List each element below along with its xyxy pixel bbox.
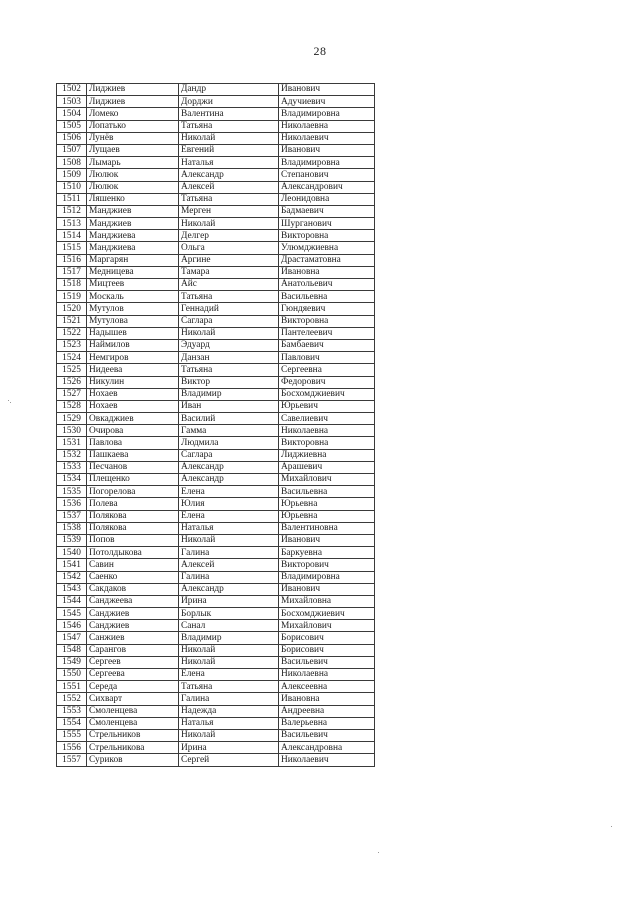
patronymic-cell: Адучиевич xyxy=(279,96,375,108)
row-number-cell: 1526 xyxy=(57,376,87,388)
last-name-cell: Манджиева xyxy=(87,242,179,254)
first-name-cell: Саглара xyxy=(179,315,279,327)
patronymic-cell: Степанович xyxy=(279,169,375,181)
row-number-cell: 1525 xyxy=(57,364,87,376)
first-name-cell: Александр xyxy=(179,169,279,181)
last-name-cell: Савин xyxy=(87,559,179,571)
first-name-cell: Наталья xyxy=(179,717,279,729)
last-name-cell: Полева xyxy=(87,498,179,510)
row-number-cell: 1524 xyxy=(57,352,87,364)
table-row xyxy=(57,388,375,400)
table-row xyxy=(57,376,375,388)
row-number-cell: 1545 xyxy=(57,608,87,620)
table-row xyxy=(57,742,375,754)
row-number-cell: 1519 xyxy=(57,291,87,303)
row-number-cell: 1521 xyxy=(57,315,87,327)
row-number-cell: 1550 xyxy=(57,669,87,681)
patronymic-cell: Шурганович xyxy=(279,218,375,230)
last-name-cell: Стрельников xyxy=(87,729,179,741)
row-number-cell: 1544 xyxy=(57,595,87,607)
first-name-cell: Геннадий xyxy=(179,303,279,315)
last-name-cell: Маргарян xyxy=(87,254,179,266)
row-number-cell: 1502 xyxy=(57,84,87,96)
table-row xyxy=(57,571,375,583)
last-name-cell: Попов xyxy=(87,534,179,546)
first-name-cell: Борлык xyxy=(179,608,279,620)
row-number-cell: 1517 xyxy=(57,266,87,278)
table-row xyxy=(57,547,375,559)
first-name-cell: Алексей xyxy=(179,559,279,571)
first-name-cell: Алексей xyxy=(179,181,279,193)
last-name-cell: Смоленцева xyxy=(87,717,179,729)
last-name-cell: Ломеко xyxy=(87,108,179,120)
table-row xyxy=(57,242,375,254)
first-name-cell: Эдуард xyxy=(179,339,279,351)
patronymic-cell: Александрович xyxy=(279,181,375,193)
patronymic-cell: Викторовна xyxy=(279,315,375,327)
patronymic-cell: Николаевна xyxy=(279,120,375,132)
patronymic-cell: Михайловна xyxy=(279,595,375,607)
patronymic-cell: Борисович xyxy=(279,644,375,656)
last-name-cell: Сакдаков xyxy=(87,583,179,595)
table-row xyxy=(57,498,375,510)
row-number-cell: 1532 xyxy=(57,449,87,461)
last-name-cell: Надышев xyxy=(87,327,179,339)
row-number-cell: 1537 xyxy=(57,510,87,522)
row-number-cell: 1549 xyxy=(57,656,87,668)
patronymic-cell: Васильевич xyxy=(279,729,375,741)
row-number-cell: 1530 xyxy=(57,425,87,437)
patronymic-cell: Иванович xyxy=(279,84,375,96)
first-name-cell: Галина xyxy=(179,571,279,583)
page-number: 28 xyxy=(313,44,327,58)
row-number-cell: 1548 xyxy=(57,644,87,656)
patronymic-cell: Бамбаевич xyxy=(279,339,375,351)
first-name-cell: Гамма xyxy=(179,425,279,437)
last-name-cell: Мутулова xyxy=(87,315,179,327)
last-name-cell: Сергеева xyxy=(87,669,179,681)
last-name-cell: Плещенко xyxy=(87,474,179,486)
row-number-cell: 1507 xyxy=(57,144,87,156)
first-name-cell: Галина xyxy=(179,693,279,705)
last-name-cell: Середа xyxy=(87,681,179,693)
table-row xyxy=(57,339,375,351)
patronymic-cell: Юрьевна xyxy=(279,498,375,510)
last-name-cell: Манджиев xyxy=(87,218,179,230)
patronymic-cell: Павлович xyxy=(279,352,375,364)
table-row xyxy=(57,218,375,230)
scan-speck xyxy=(378,852,379,853)
patronymic-cell: Викторовна xyxy=(279,230,375,242)
table-row xyxy=(57,449,375,461)
patronymic-cell: Васильевна xyxy=(279,486,375,498)
first-name-cell: Валентина xyxy=(179,108,279,120)
patronymic-cell: Ивановна xyxy=(279,693,375,705)
last-name-cell: Сарангов xyxy=(87,644,179,656)
first-name-cell: Саглара xyxy=(179,449,279,461)
table-row xyxy=(57,461,375,473)
first-name-cell: Виктор xyxy=(179,376,279,388)
table-row xyxy=(57,437,375,449)
first-name-cell: Александр xyxy=(179,583,279,595)
patronymic-cell: Иванович xyxy=(279,583,375,595)
table-row xyxy=(57,266,375,278)
table-row xyxy=(57,681,375,693)
first-name-cell: Наталья xyxy=(179,157,279,169)
patronymic-cell: Леонидовна xyxy=(279,193,375,205)
table-row xyxy=(57,291,375,303)
first-name-cell: Татьяна xyxy=(179,193,279,205)
row-number-cell: 1513 xyxy=(57,218,87,230)
last-name-cell: Лымарь xyxy=(87,157,179,169)
patronymic-cell: Юрьевич xyxy=(279,400,375,412)
last-name-cell: Мицтеев xyxy=(87,279,179,291)
table-row xyxy=(57,157,375,169)
last-name-cell: Песчанов xyxy=(87,461,179,473)
table-row xyxy=(57,522,375,534)
last-name-cell: Люлюк xyxy=(87,169,179,181)
patronymic-cell: Владимировна xyxy=(279,157,375,169)
last-name-cell: Лунёв xyxy=(87,132,179,144)
row-number-cell: 1506 xyxy=(57,132,87,144)
last-name-cell: Ляшенко xyxy=(87,193,179,205)
row-number-cell: 1523 xyxy=(57,339,87,351)
last-name-cell: Полякова xyxy=(87,510,179,522)
row-number-cell: 1509 xyxy=(57,169,87,181)
row-number-cell: 1531 xyxy=(57,437,87,449)
patronymic-cell: Александровна xyxy=(279,742,375,754)
first-name-cell: Владимир xyxy=(179,632,279,644)
table-row xyxy=(57,595,375,607)
row-number-cell: 1514 xyxy=(57,230,87,242)
last-name-cell: Очирова xyxy=(87,425,179,437)
last-name-cell: Нидеева xyxy=(87,364,179,376)
first-name-cell: Ирина xyxy=(179,595,279,607)
row-number-cell: 1540 xyxy=(57,547,87,559)
row-number-cell: 1546 xyxy=(57,620,87,632)
first-name-cell: Аргине xyxy=(179,254,279,266)
last-name-cell: Нохаев xyxy=(87,388,179,400)
row-number-cell: 1520 xyxy=(57,303,87,315)
table-row xyxy=(57,193,375,205)
scan-speck xyxy=(10,402,11,403)
last-name-cell: Погорелова xyxy=(87,486,179,498)
table-row xyxy=(57,84,375,96)
first-name-cell: Владимир xyxy=(179,388,279,400)
patronymic-cell: Алексеевна xyxy=(279,681,375,693)
last-name-cell: Санджиев xyxy=(87,620,179,632)
table-row xyxy=(57,169,375,181)
last-name-cell: Нохаев xyxy=(87,400,179,412)
patronymic-cell: Николаевна xyxy=(279,425,375,437)
table-row xyxy=(57,425,375,437)
last-name-cell: Смоленцева xyxy=(87,705,179,717)
names-table-body xyxy=(57,84,375,767)
row-number-cell: 1557 xyxy=(57,754,87,766)
first-name-cell: Тамара xyxy=(179,266,279,278)
first-name-cell: Татьяна xyxy=(179,681,279,693)
first-name-cell: Сергей xyxy=(179,754,279,766)
table-row xyxy=(57,510,375,522)
table-row xyxy=(57,327,375,339)
first-name-cell: Галина xyxy=(179,547,279,559)
last-name-cell: Сихварт xyxy=(87,693,179,705)
first-name-cell: Николай xyxy=(179,729,279,741)
row-number-cell: 1542 xyxy=(57,571,87,583)
patronymic-cell: Босхомджиевич xyxy=(279,608,375,620)
last-name-cell: Стрельникова xyxy=(87,742,179,754)
row-number-cell: 1543 xyxy=(57,583,87,595)
patronymic-cell: Драстаматовна xyxy=(279,254,375,266)
first-name-cell: Николай xyxy=(179,132,279,144)
patronymic-cell: Ивановна xyxy=(279,266,375,278)
last-name-cell: Манджиева xyxy=(87,230,179,242)
patronymic-cell: Бадмаевич xyxy=(279,205,375,217)
patronymic-cell: Иванович xyxy=(279,144,375,156)
last-name-cell: Манджиев xyxy=(87,205,179,217)
patronymic-cell: Федорович xyxy=(279,376,375,388)
patronymic-cell: Юрьевна xyxy=(279,510,375,522)
row-number-cell: 1541 xyxy=(57,559,87,571)
table-row xyxy=(57,315,375,327)
first-name-cell: Иван xyxy=(179,400,279,412)
row-number-cell: 1533 xyxy=(57,461,87,473)
table-row xyxy=(57,144,375,156)
first-name-cell: Александр xyxy=(179,474,279,486)
row-number-cell: 1515 xyxy=(57,242,87,254)
patronymic-cell: Викторовна xyxy=(279,437,375,449)
first-name-cell: Александр xyxy=(179,461,279,473)
table-row xyxy=(57,279,375,291)
first-name-cell: Евгений xyxy=(179,144,279,156)
patronymic-cell: Арашевич xyxy=(279,461,375,473)
patronymic-cell: Михайлович xyxy=(279,620,375,632)
patronymic-cell: Валентиновна xyxy=(279,522,375,534)
first-name-cell: Татьяна xyxy=(179,291,279,303)
last-name-cell: Сергеев xyxy=(87,656,179,668)
last-name-cell: Санджиев xyxy=(87,608,179,620)
patronymic-cell: Баркуевна xyxy=(279,547,375,559)
last-name-cell: Полякова xyxy=(87,522,179,534)
last-name-cell: Санжиев xyxy=(87,632,179,644)
patronymic-cell: Савелиевич xyxy=(279,413,375,425)
row-number-cell: 1528 xyxy=(57,400,87,412)
first-name-cell: Николай xyxy=(179,218,279,230)
first-name-cell: Василий xyxy=(179,413,279,425)
row-number-cell: 1508 xyxy=(57,157,87,169)
last-name-cell: Медницева xyxy=(87,266,179,278)
first-name-cell: Татьяна xyxy=(179,120,279,132)
row-number-cell: 1503 xyxy=(57,96,87,108)
last-name-cell: Немгиров xyxy=(87,352,179,364)
row-number-cell: 1556 xyxy=(57,742,87,754)
first-name-cell: Елена xyxy=(179,486,279,498)
first-name-cell: Татьяна xyxy=(179,364,279,376)
table-row xyxy=(57,96,375,108)
table-row xyxy=(57,717,375,729)
table-row xyxy=(57,608,375,620)
patronymic-cell: Васильевич xyxy=(279,656,375,668)
patronymic-cell: Викторович xyxy=(279,559,375,571)
first-name-cell: Дорджи xyxy=(179,96,279,108)
row-number-cell: 1529 xyxy=(57,413,87,425)
table-row xyxy=(57,474,375,486)
row-number-cell: 1505 xyxy=(57,120,87,132)
first-name-cell: Дандр xyxy=(179,84,279,96)
row-number-cell: 1504 xyxy=(57,108,87,120)
table-row xyxy=(57,303,375,315)
names-table xyxy=(56,83,375,767)
last-name-cell: Пашкаева xyxy=(87,449,179,461)
row-number-cell: 1527 xyxy=(57,388,87,400)
table-row xyxy=(57,230,375,242)
row-number-cell: 1522 xyxy=(57,327,87,339)
first-name-cell: Ольга xyxy=(179,242,279,254)
table-row xyxy=(57,644,375,656)
row-number-cell: 1535 xyxy=(57,486,87,498)
patronymic-cell: Васильевна xyxy=(279,291,375,303)
last-name-cell: Наймилов xyxy=(87,339,179,351)
last-name-cell: Мутулов xyxy=(87,303,179,315)
table-row xyxy=(57,620,375,632)
last-name-cell: Овкаджиев xyxy=(87,413,179,425)
patronymic-cell: Владимировна xyxy=(279,108,375,120)
row-number-cell: 1512 xyxy=(57,205,87,217)
row-number-cell: 1538 xyxy=(57,522,87,534)
row-number-cell: 1555 xyxy=(57,729,87,741)
last-name-cell: Павлова xyxy=(87,437,179,449)
row-number-cell: 1518 xyxy=(57,279,87,291)
table-row xyxy=(57,693,375,705)
table-row xyxy=(57,120,375,132)
last-name-cell: Никулин xyxy=(87,376,179,388)
first-name-cell: Елена xyxy=(179,510,279,522)
patronymic-cell: Пантелеевич xyxy=(279,327,375,339)
first-name-cell: Надежда xyxy=(179,705,279,717)
table-row xyxy=(57,364,375,376)
last-name-cell: Москаль xyxy=(87,291,179,303)
row-number-cell: 1516 xyxy=(57,254,87,266)
table-row xyxy=(57,132,375,144)
last-name-cell: Лиджиев xyxy=(87,84,179,96)
row-number-cell: 1511 xyxy=(57,193,87,205)
table-row xyxy=(57,352,375,364)
patronymic-cell: Николаевна xyxy=(279,669,375,681)
first-name-cell: Людмила xyxy=(179,437,279,449)
patronymic-cell: Николаевич xyxy=(279,754,375,766)
last-name-cell: Санджеева xyxy=(87,595,179,607)
first-name-cell: Юлия xyxy=(179,498,279,510)
row-number-cell: 1553 xyxy=(57,705,87,717)
first-name-cell: Санал xyxy=(179,620,279,632)
first-name-cell: Николай xyxy=(179,534,279,546)
patronymic-cell: Николаевич xyxy=(279,132,375,144)
first-name-cell: Николай xyxy=(179,644,279,656)
patronymic-cell: Гюндяевич xyxy=(279,303,375,315)
table-row xyxy=(57,583,375,595)
patronymic-cell: Анатольевич xyxy=(279,279,375,291)
first-name-cell: Ирина xyxy=(179,742,279,754)
last-name-cell: Потолдыкова xyxy=(87,547,179,559)
table-row xyxy=(57,254,375,266)
patronymic-cell: Улюмджиевна xyxy=(279,242,375,254)
patronymic-cell: Лиджиевна xyxy=(279,449,375,461)
patronymic-cell: Иванович xyxy=(279,534,375,546)
table-row xyxy=(57,486,375,498)
last-name-cell: Лущаев xyxy=(87,144,179,156)
table-row xyxy=(57,400,375,412)
table-row xyxy=(57,108,375,120)
patronymic-cell: Босхомджиевич xyxy=(279,388,375,400)
table-row xyxy=(57,729,375,741)
table-row xyxy=(57,559,375,571)
last-name-cell: Саенко xyxy=(87,571,179,583)
first-name-cell: Наталья xyxy=(179,522,279,534)
row-number-cell: 1554 xyxy=(57,717,87,729)
patronymic-cell: Андреевна xyxy=(279,705,375,717)
first-name-cell: Данзан xyxy=(179,352,279,364)
row-number-cell: 1547 xyxy=(57,632,87,644)
row-number-cell: 1536 xyxy=(57,498,87,510)
table-row xyxy=(57,669,375,681)
table-row xyxy=(57,632,375,644)
scan-speck xyxy=(8,400,9,401)
patronymic-cell: Валерьевна xyxy=(279,717,375,729)
table-row xyxy=(57,534,375,546)
first-name-cell: Мерген xyxy=(179,205,279,217)
first-name-cell: Николай xyxy=(179,656,279,668)
last-name-cell: Лиджиев xyxy=(87,96,179,108)
table-row xyxy=(57,413,375,425)
table-row xyxy=(57,705,375,717)
table-row xyxy=(57,181,375,193)
row-number-cell: 1534 xyxy=(57,474,87,486)
table-row xyxy=(57,205,375,217)
last-name-cell: Суриков xyxy=(87,754,179,766)
first-name-cell: Елена xyxy=(179,669,279,681)
row-number-cell: 1510 xyxy=(57,181,87,193)
table-row xyxy=(57,656,375,668)
scan-speck xyxy=(611,826,612,827)
patronymic-cell: Борисович xyxy=(279,632,375,644)
last-name-cell: Люлюк xyxy=(87,181,179,193)
first-name-cell: Айс xyxy=(179,279,279,291)
patronymic-cell: Владимировна xyxy=(279,571,375,583)
first-name-cell: Делгер xyxy=(179,230,279,242)
row-number-cell: 1551 xyxy=(57,681,87,693)
table-row xyxy=(57,754,375,766)
row-number-cell: 1552 xyxy=(57,693,87,705)
last-name-cell: Лопатько xyxy=(87,120,179,132)
patronymic-cell: Михайлович xyxy=(279,474,375,486)
row-number-cell: 1539 xyxy=(57,534,87,546)
patronymic-cell: Сергеевна xyxy=(279,364,375,376)
first-name-cell: Николай xyxy=(179,327,279,339)
